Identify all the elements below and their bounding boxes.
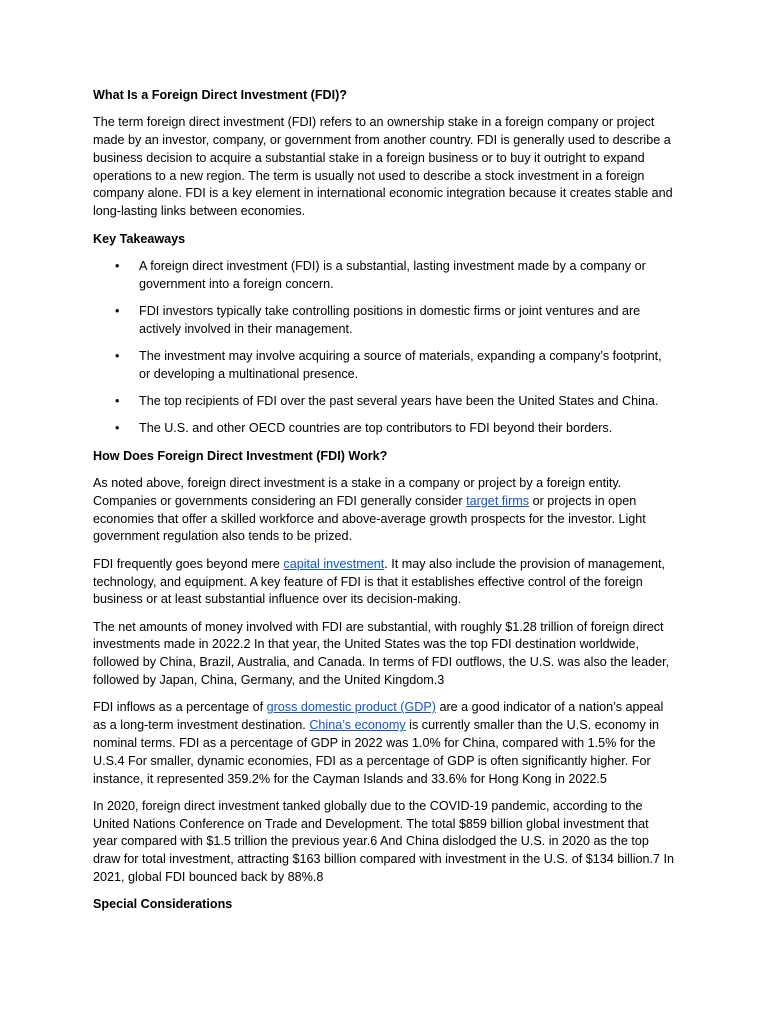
paragraph-definition: The term foreign direct investment (FDI) refers to an ownership stake in a foreign company or project made by an investor, company, or government from another country. FDI is generally used to describe a business decision to acquire a substantial stake in a foreign business or to buy it outright to expand operations to a new region. The term is usually not used to describe a stock investment in a foreign company alone. FDI is a key element in international economic integration because it creates stable and long-lasting links between economies. (93, 115, 673, 219)
list-item: • The U.S. and other OECD countries are top contributors to FDI beyond their borders. (139, 420, 675, 438)
text-run: . It may also include the provision of management, technology, and equipment. A key feature of FDI is that it establishes effective control of the foreign business or at least substantial influence over its decision-making. (93, 556, 665, 607)
link-gdp[interactable]: gross domestic product (GDP) (266, 700, 436, 715)
text-run: FDI frequently goes beyond mere (93, 556, 284, 571)
list-item: • A foreign direct investment (FDI) is a substantial, lasting investment made by a company or government into a foreign concern. (139, 258, 675, 294)
text-run: As noted above, foreign direct investment is a stake in a company or project by a foreign entity. Companies or governments considering an FDI generally consider (93, 476, 622, 508)
document-body (93, 87, 675, 924)
link-capital-investment[interactable]: capital investment (283, 556, 385, 571)
text-run: or projects in open economies that offer a skilled workforce and above-average growth prospects for the investor. Light government regulation also tends to be prized. (93, 493, 646, 544)
heading-what-is-fdi: What Is a Foreign Direct Investment (FDI)? (93, 88, 348, 102)
takeaways-list (93, 258, 675, 438)
list-item: • FDI investors typically take controlling positions in domestic firms or joint ventures and are actively involved in their management. (139, 303, 675, 339)
paragraph-how-1 (93, 475, 675, 546)
list-item: • The investment may involve acquiring a source of materials, expanding a company’s footprint, or developing a multinational presence. (139, 348, 675, 384)
heading-special-considerations: Special Considerations (93, 897, 233, 912)
paragraph-2020: In 2020, foreign direct investment tanked globally due to the COVID-19 pandemic, according to the United Nations Conference on Trade and Development. The total $859 billion global investment that year compared with $1.5 trillion the previous year.6 And China dislodged the U.S. in 2020 as the top draw for total investment, attracting $163 billion compared with investment in the U.S. of $134 billion.7 In 2021, global FDI bounced back by 88%.8 (93, 798, 675, 884)
text-run: are a good indicator of a nation’s appeal as a long-term investment destination. (93, 700, 664, 733)
heading-key-takeaways: Key Takeaways (93, 231, 186, 246)
paragraph-how-2 (93, 556, 675, 609)
text-run: FDI inflows as a percentage of (93, 700, 267, 715)
list-item: • The top recipients of FDI over the past several years have been the United States and China. (139, 393, 675, 411)
link-china-economy[interactable]: China’s economy (309, 718, 406, 733)
link-target-firms[interactable]: target firms (466, 493, 530, 508)
text-run: is currently smaller than the U.S. economy in nominal terms. FDI as a percentage of GDP in 2022 was 1.0% for China, compared with 1.5% for the U.S.4 For smaller, dynamic economies, FDI as a percentage of GDP is often significantly higher. For instance, it represented 359.2% for the Cayman Islands and 33.6% for Hong Kong in 2022.5 (93, 718, 660, 786)
paragraph-amounts: The net amounts of money involved with FDI are substantial, with roughly $1.28 trillion of foreign direct investments made in 2022.2 In that year, the United States was the top FDI destination worldwide, followed by China, Brazil, Australia, and Canada. In terms of FDI outflows, the U.S. was also the leader, followed by Japan, China, Germany, and the United Kingdom.3 (93, 619, 670, 688)
paragraph-inflows (93, 699, 675, 788)
heading-how-fdi-works: How Does Foreign Direct Investment (FDI) Work? (93, 448, 388, 463)
